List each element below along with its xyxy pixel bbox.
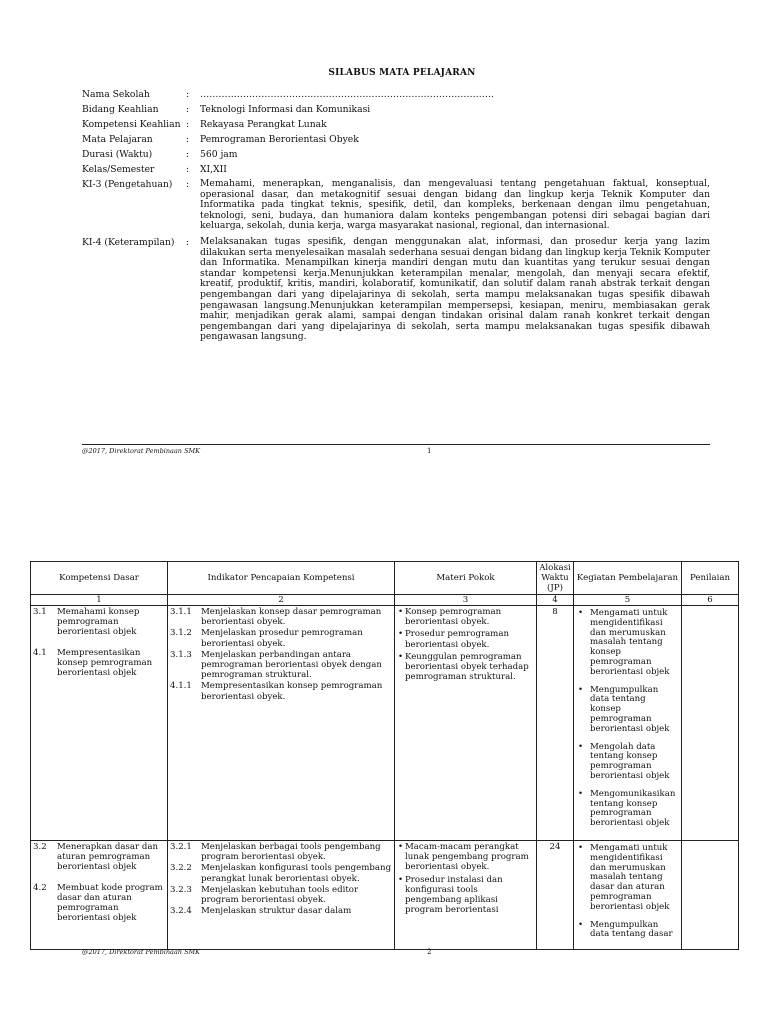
header-kegiatan: Kegiatan Pembelajaran — [574, 562, 682, 595]
header-penilaian: Penilaian — [682, 562, 739, 595]
materi-cell — [395, 606, 537, 841]
field-ki4: KI-4 (Keterampilan) : Melaksanakan tugas spesifik, dengan menggunakan alat, informasi, dan prosedur kerja yang lazim dilakukan serta menyelesaikan masalah sederhana sesuai dengan bidang dan lingkup kerja Teknik Komputer dan Informatika. Menampilkan kinerja mandiri dengan mutu dan kuantitas yang terukur sesuai dengan standar kompetensi kerja.Menunjukkan keterampilan menalar, mengolah, dan menyaji secara efektif, kreatif, produktif, kritis, mandiri, kolaboratif, komunikatif, dan solutif dalam ranah abstrak terkait dengan pengembangan dari yang dipelajarinya di sekolah, serta mampu melaksanakan tugas spesifik dibawah pengawasan langsung.Menunjukkan keterampilan mempersepsi, kesiapan, meniru, membiasakan gerak mahir, menjadikan gerak alami, sampai dengan tindakan orisinal dalam ranah konkret terkait dengan pengembangan dari yang dipelajarinya di sekolah, serta mampu melaksanakan tugas spesifik dibawah pengawasan langsung. — [82, 235, 710, 343]
footer-text: @2017, Direktorat Pembinaan SMK — [82, 447, 201, 455]
kd-cell — [31, 606, 168, 841]
field-kompetensi-keahlian: Kompetensi Keahlian : Rekayasa Perangkat Lunak — [82, 119, 710, 130]
materi-cell — [395, 841, 537, 950]
ipk-item: 3.2.2 Menjelaskan konfigurasi tools pengembang perangkat lunak berorientasi obyek. — [170, 863, 392, 884]
materi-item: • Prosedur pemrograman berorientasi obyek. — [405, 629, 534, 649]
kd-item: 3.2 Menerapkan dasar dan aturan pemrograman berorientasi objek — [33, 842, 158, 873]
header-alokasi-waktu: Alokasi Waktu (JP) — [537, 562, 574, 595]
field-value: Rekayasa Perangkat Lunak — [200, 119, 327, 130]
column-number: 3 — [395, 595, 537, 606]
field-durasi: Durasi (Waktu) : 560 jam — [82, 149, 710, 160]
penilaian-cell — [682, 841, 739, 950]
table-header-row — [31, 562, 739, 595]
field-value: 560 jam — [200, 149, 238, 160]
ki3-text: Memahami, menerapkan, menganalisis, dan mengevaluasi tentang pengetahuan faktual, konseptual, operasional dasar, dan metakognitif sesuai dengan bidang dan lingkup kerja Teknik Komputer dan Informatika pada tingkat teknis, spesifik, detil, dan kompleks, berkenaan dengan ilmu pengetahuan, teknologi, seni, budaya, dan humaniora dalam konteks pengembangan potensi diri sebagai bagian dari keluarga, sekolah, dunia kerja, warga masyarakat nasional, regional, dan internasional. — [200, 178, 710, 232]
page-title: SILABUS MATA PELAJARAN — [328, 68, 476, 78]
field-label: Nama Sekolah — [82, 89, 150, 100]
materi-item: • Macam-macam perangkat lunak pengembang program berorientasi obyek. — [405, 842, 534, 873]
kegiatan-item: • Mengumpulkan data tentang konsep pemrograman berorientasi objek — [590, 686, 679, 735]
field-ki3: KI-3 (Pengetahuan) : Memahami, menerapkan, menganalisis, dan mengevaluasi tentang pengetahuan faktual, konseptual, operasional dasar, dan metakognitif sesuai dengan bidang dan lingkup kerja Teknik Komputer dan Informatika pada tingkat teknis, spesifik, detil, dan kompleks, berkenaan dengan ilmu pengetahuan, teknologi, seni, budaya, dan humaniora dalam konteks pengembangan potensi diri sebagai bagian dari keluarga, sekolah, dunia kerja, warga masyarakat nasional, regional, dan internasional. — [82, 178, 710, 232]
column-number: 4 — [537, 595, 574, 606]
column-number-row — [31, 595, 739, 606]
syllabus-info — [82, 89, 710, 348]
ipk-item: 3.1.2 Menjelaskan prosedur pemrograman berorientasi obyek. — [170, 628, 363, 649]
kd-item: 3.1 Memahami konsep pemrograman berorientasi objek — [33, 607, 140, 638]
field-bidang-keahlian: Bidang Keahlian : Teknologi Informasi dan Komunikasi — [82, 104, 710, 115]
ipk-cell — [168, 841, 395, 950]
field-label: KI-4 (Keterampilan) — [82, 236, 175, 248]
page-number: 2 — [427, 948, 432, 956]
column-number: 2 — [168, 595, 395, 606]
penilaian-cell — [682, 606, 739, 841]
alokasi-waktu-cell: 24 — [537, 841, 574, 950]
materi-item: • Konsep pemrograman berorientasi obyek. — [405, 607, 534, 627]
materi-item: • Keunggulan pemrograman berorientasi obyek terhadap pemrograman struktural. — [405, 652, 534, 683]
kegiatan-cell — [574, 606, 682, 841]
field-label: Durasi (Waktu) — [82, 149, 153, 160]
field-mata-pelajaran: Mata Pelajaran : Pemrograman Berorientasi Obyek — [82, 134, 710, 145]
kegiatan-item: • Mengolah data tentang konsep pemrograman berorientasi objek — [590, 743, 679, 782]
field-label: Kompetensi Keahlian — [82, 119, 181, 130]
kegiatan-cell — [574, 841, 682, 950]
kegiatan-item: • Mengamati untuk mengidentifikasi dan merumuskan masalah tentang dasar dan aturan pemrograman berorientasi objek — [590, 844, 679, 913]
field-label: Kelas/Semester — [82, 164, 155, 175]
page-footer — [82, 946, 710, 956]
kd-item: 4.1 Mempresentasikan konsep pemrograman berorientasi objek — [33, 647, 153, 679]
kegiatan-item: • Mengumpulkan data tentang dasar — [590, 921, 679, 941]
footer-text: @2017, Direktorat Pembinaan SMK — [82, 948, 201, 956]
ki4-text: Melaksanakan tugas spesifik, dengan menggunakan alat, informasi, dan prosedur kerja yang lazim dilakukan serta menyelesaikan masalah sederhana sesuai dengan bidang dan lingkup kerja Teknik Komputer dan Informatika. Menampilkan kinerja mandiri dengan mutu dan kuantitas yang terukur sesuai dengan standar kompetensi kerja.Menunjukkan keterampilan menalar, mengolah, dan menyaji secara efektif, kreatif, produktif, kritis, mandiri, kolaboratif, komunikatif, dan solutif dalam ranah abstrak terkait dengan pengembangan dari yang dipelajarinya di sekolah, serta mampu melaksanakan tugas spesifik dibawah pengawasan langsung.Menunjukkan keterampilan mempersepsi, kesiapan, meniru, membiasakan gerak mahir, menjadikan gerak alami, sampai dengan tindakan orisinal dalam ranah konkret terkait dengan pengembangan dari yang dipelajarinya di sekolah, serta mampu melaksanakan tugas spesifik dibawah pengawasan langsung. — [200, 235, 710, 343]
field-kelas-semester: Kelas/Semester : XI,XII — [82, 164, 710, 175]
ipk-item: 3.2.1 Menjelaskan berbagai tools pengembang program berorientasi obyek. — [170, 842, 381, 863]
column-number: 6 — [682, 595, 739, 606]
kd-item: 4.2 Membuat kode program dasar dan aturan pemrograman berorientasi objek — [33, 882, 163, 924]
field-label: Bidang Keahlian — [82, 104, 159, 115]
field-value: Pemrograman Berorientasi Obyek — [200, 134, 359, 145]
page-number: 1 — [427, 447, 432, 455]
kegiatan-item: • Mengomunikasikan tentang konsep pemrograman berorientasi objek — [590, 790, 679, 829]
kegiatan-item: • Mengamati untuk mengidentifikasi dan merumuskan masalah tentang konsep pemrograman berorientasi objek — [590, 609, 679, 678]
page-footer — [82, 444, 710, 455]
column-number: 5 — [574, 595, 682, 606]
header-kompetensi-dasar: Kompetensi Dasar — [31, 562, 168, 595]
ipk-cell — [168, 606, 395, 841]
field-value: XI,XII — [200, 164, 227, 175]
field-label: Mata Pelajaran — [82, 134, 153, 145]
page-1 — [0, 0, 768, 470]
ipk-item: 3.2.4 Menjelaskan struktur dasar dalam — [170, 906, 352, 917]
field-value: Teknologi Informasi dan Komunikasi — [200, 104, 371, 115]
kd-cell — [31, 841, 168, 950]
header-indikator: Indikator Pencapaian Kompetensi — [168, 562, 395, 595]
table-row — [31, 841, 739, 950]
field-nama-sekolah: Nama Sekolah : …………………………………………………………………………………… — [82, 89, 710, 100]
alokasi-waktu-cell: 8 — [537, 606, 574, 841]
header-materi-pokok: Materi Pokok — [395, 562, 537, 595]
syllabus-table — [30, 561, 739, 950]
ipk-item: 3.1.1 Menjelaskan konsep dasar pemrograman berorientasi obyek. — [170, 607, 382, 628]
ipk-item: 3.2.3 Menjelaskan kebutuhan tools editor program berorientasi obyek. — [170, 884, 359, 906]
field-value: …………………………………………………………………………………… — [200, 89, 494, 100]
column-number: 1 — [31, 595, 168, 606]
materi-item: • Prosedur instalasi dan konfigurasi tools pengembang aplikasi program berorientasi — [405, 875, 534, 916]
field-label: KI-3 (Pengetahuan) — [82, 179, 173, 190]
ipk-item: 3.1.3 Menjelaskan perbandingan antara pemrograman berorientasi obyek dengan pemrograman struktural. — [170, 649, 382, 681]
ipk-item: 4.1.1 Mempresentasikan konsep pemrograman berorientasi obyek. — [170, 681, 383, 702]
table-row — [31, 606, 739, 841]
